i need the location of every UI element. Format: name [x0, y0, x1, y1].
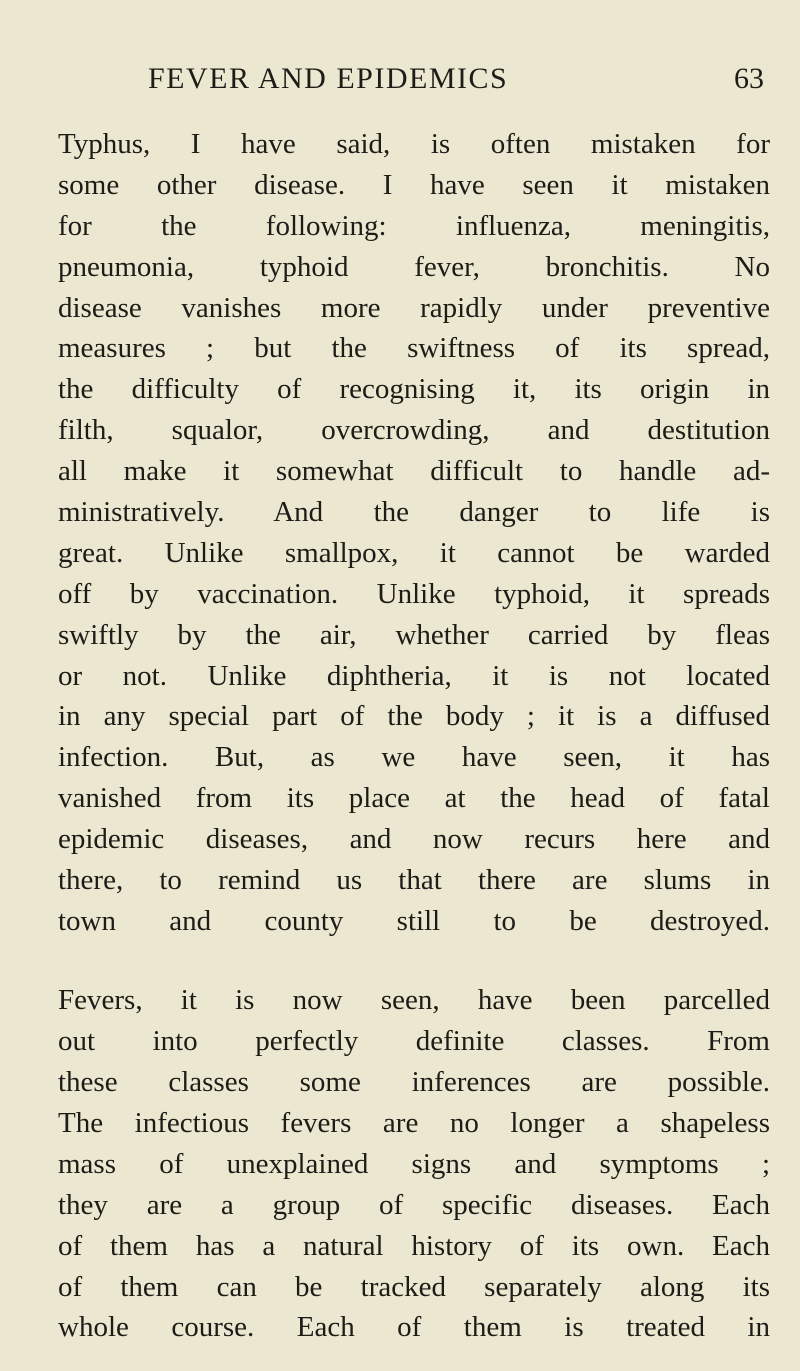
text-line: great. Unlike smallpox, it cannot be warded: [58, 536, 770, 569]
text-line: vanished from its place at the head of fatal: [58, 782, 770, 815]
text-line: of them has a natural history of its own. Each: [58, 1229, 770, 1262]
text-line: infection. But, as we have seen, it has: [58, 741, 770, 774]
body-text: [58, 124, 770, 1348]
text-line: out into perfectly definite classes. From: [58, 1025, 770, 1058]
text-line: of them can be tracked separately along its: [58, 1270, 770, 1303]
text-line: for the following: influenza, meningitis,: [58, 209, 770, 242]
paragraph: [58, 980, 770, 1348]
text-line: these classes some inferences are possible.: [58, 1066, 770, 1099]
text-line: ministratively. And the danger to life is: [58, 496, 770, 529]
text-line: swiftly by the air, whether carried by fleas: [58, 618, 770, 651]
text-line: off by vaccination. Unlike typhoid, it spreads: [58, 577, 770, 610]
text-line: mass of unexplained signs and symptoms ;: [58, 1147, 770, 1180]
text-line: disease vanishes more rapidly under preventive: [58, 291, 770, 324]
text-line: measures ; but the swiftness of its spread,: [58, 332, 770, 365]
text-line: some other disease. I have seen it mistaken: [58, 168, 770, 201]
text-line: in any special part of the body ; it is a diffused: [58, 700, 770, 733]
text-line: The infectious fevers are no longer a shapeless: [58, 1106, 770, 1139]
text-line: Typhus, I have said, is often mistaken for: [58, 128, 770, 160]
text-line: whole course. Each of them is treated in: [58, 1311, 770, 1344]
running-title: FEVER AND EPIDEMICS: [148, 62, 509, 95]
text-line: there, to remind us that there are slums in: [58, 864, 770, 897]
text-line: town and county still to be destroyed.: [58, 904, 770, 937]
text-line: pneumonia, typhoid fever, bronchitis. No: [58, 250, 770, 283]
text-line: they are a group of specific diseases. Each: [58, 1188, 770, 1221]
text-line: filth, squalor, overcrowding, and destitution: [58, 414, 770, 447]
running-head: [148, 62, 764, 102]
paragraph: [58, 124, 770, 942]
page-number: 63: [734, 62, 764, 95]
text-line: the difficulty of recognising it, its origin in: [58, 373, 770, 406]
text-line: epidemic diseases, and now recurs here and: [58, 823, 770, 856]
text-line: or not. Unlike diphtheria, it is not located: [58, 659, 770, 692]
text-line: all make it somewhat difficult to handle ad-: [58, 455, 770, 488]
text-line: Fevers, it is now seen, have been parcelled: [58, 984, 770, 1017]
